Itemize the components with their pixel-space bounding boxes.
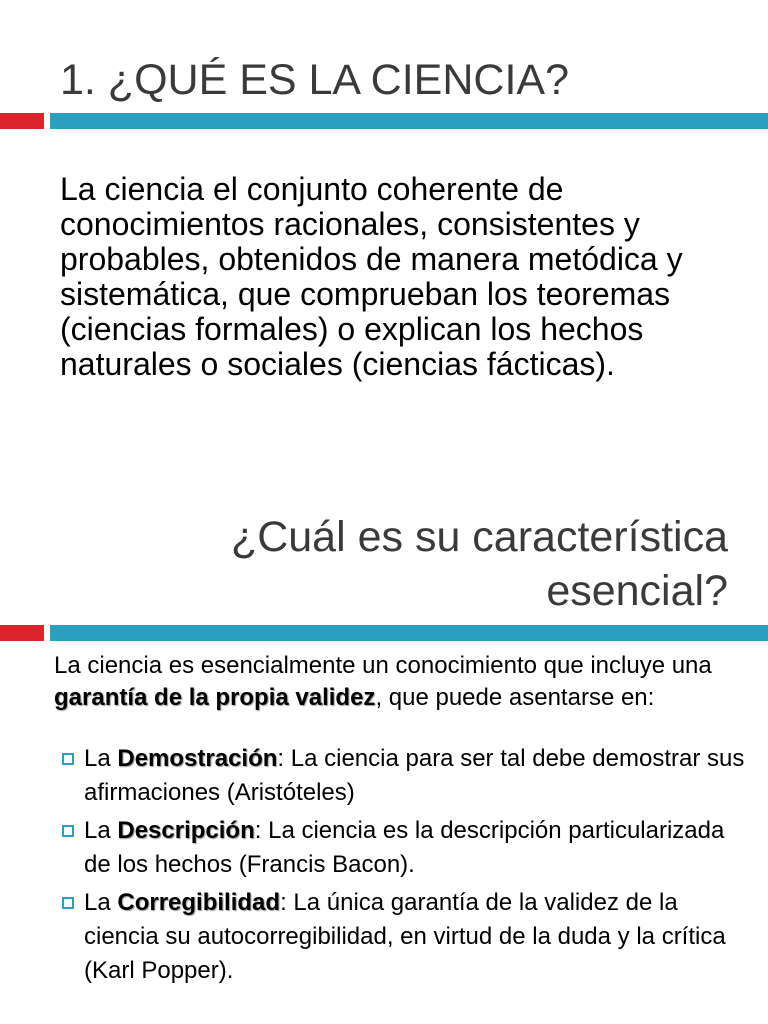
intro-text-start: La ciencia es esencialmente un conocimiento que incluye una <box>54 652 712 679</box>
blue-accent-bar <box>50 625 768 641</box>
red-accent-bar <box>0 113 44 129</box>
square-bullet-icon <box>62 897 74 909</box>
bullet-text: : La ciencia es la descripción particularizada de los hechos (Francis Bacon). <box>84 817 725 878</box>
list-item <box>60 814 750 882</box>
blue-accent-bar <box>50 113 768 129</box>
bullet-prefix: La <box>84 745 118 772</box>
characteristics-list <box>60 742 750 992</box>
bullet-term: Demostración <box>117 745 278 772</box>
bullet-text: : La única garantía de la validez de la ciencia su autocorregibilidad, en virtud de la duda y la crítica (Karl Popper). <box>84 889 726 984</box>
intro-bold-phrase: garantía de la propia validez <box>54 684 376 711</box>
bullet-term: Descripción <box>117 817 255 844</box>
square-bullet-icon <box>62 753 74 765</box>
slide-1-title: 1. ¿QUÉ ES LA CIENCIA? <box>60 56 570 104</box>
red-accent-bar <box>0 625 44 641</box>
bullet-prefix: La <box>84 817 118 844</box>
slide-2 <box>0 512 768 1024</box>
bullet-prefix: La <box>84 889 118 916</box>
science-definition: La ciencia el conjunto coherente de conocimientos racionales, consistentes y probables, obtenidos de manera metódica y sistemática, que comprueban los teoremas (ciencias formales) o explican los hechos naturales o sociales (ciencias fácticas). <box>60 171 683 382</box>
square-bullet-icon <box>62 825 74 837</box>
list-item <box>60 742 750 810</box>
bullet-text: : La ciencia para ser tal debe demostrar sus afirmaciones (Aristóteles) <box>84 745 745 806</box>
intro-text-end: , que puede asentarse en: <box>375 684 655 711</box>
intro-paragraph <box>54 650 754 714</box>
list-item <box>60 886 750 988</box>
bullet-term: Corregibilidad <box>117 889 281 916</box>
slide-2-title: ¿Cuál es su característica esencial? <box>230 513 728 615</box>
